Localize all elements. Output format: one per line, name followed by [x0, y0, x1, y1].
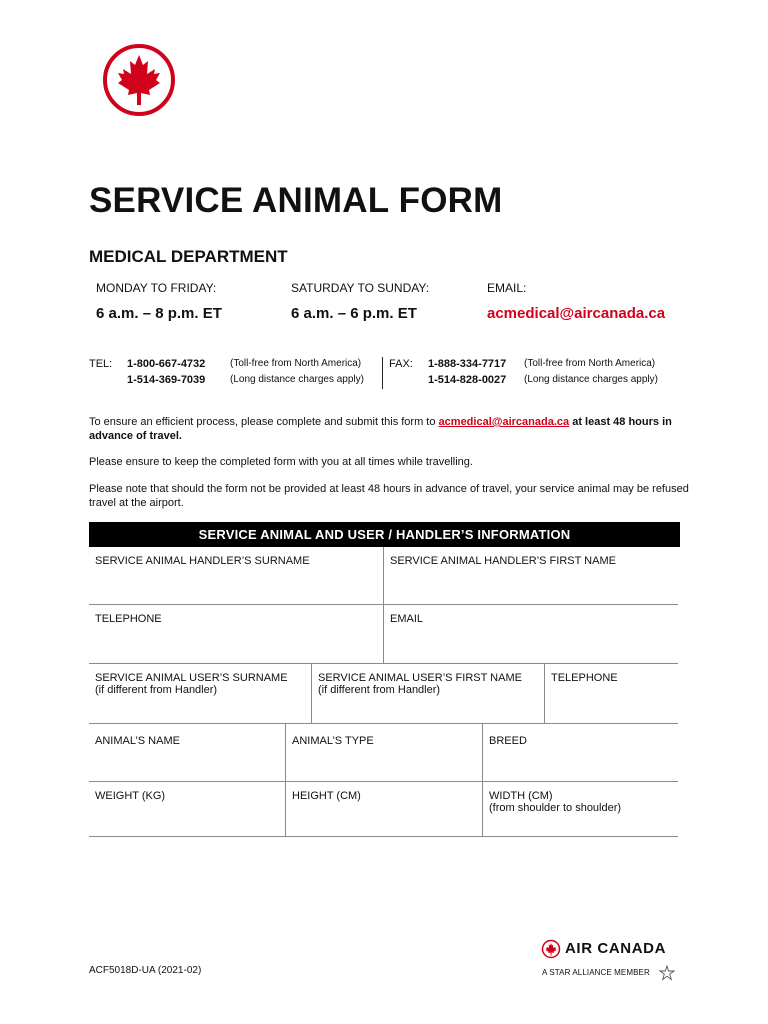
handler-surname-label: SERVICE ANIMAL HANDLER’S SURNAME: [95, 555, 310, 567]
user-telephone-label: TELEPHONE: [551, 672, 618, 684]
form-grid: [89, 547, 678, 837]
email-label: EMAIL:: [487, 281, 527, 295]
weight-field[interactable]: [89, 782, 285, 836]
fax-number-2: 1-514-828-0027: [428, 374, 507, 386]
user-first-name-field[interactable]: [311, 664, 544, 723]
measurement-row: [89, 782, 678, 837]
weekday-hours-label: MONDAY TO FRIDAY:: [96, 281, 217, 295]
tel-note-1: (Toll-free from North America): [230, 358, 362, 369]
handler-contact-row: [89, 605, 678, 664]
user-surname-note: (if different from Handler): [95, 684, 218, 696]
fax-label: FAX:: [389, 358, 413, 370]
fax-note-1: (Toll-free from North America): [524, 358, 656, 369]
department-subtitle: MEDICAL DEPARTMENT: [89, 247, 288, 266]
user-first-name-label: SERVICE ANIMAL USER’S FIRST NAME: [318, 672, 522, 684]
animal-name-field[interactable]: [89, 724, 285, 781]
instruction-paragraph-1: [89, 415, 689, 443]
fax-note-2: (Long distance charges apply): [524, 374, 658, 385]
instruction-1-prefix: To ensure an efficient process, please complete and submit this form to: [89, 416, 439, 428]
instruction-email-link[interactable]: acmedical@aircanada.ca: [438, 416, 570, 428]
email-field-label: EMAIL: [390, 613, 424, 625]
weekend-hours-value: 6 a.m. – 6 p.m. ET: [291, 305, 417, 322]
section-header: SERVICE ANIMAL AND USER / HANDLER’S INFORMATION: [89, 522, 680, 547]
tel-label: TEL:: [89, 358, 113, 370]
email-link[interactable]: acmedical@aircanada.ca: [487, 305, 666, 322]
contact-divider: [382, 357, 383, 389]
form-code: ACF5018D-UA (2021-02): [89, 965, 202, 976]
telephone-field[interactable]: [89, 605, 383, 663]
star-alliance-icon: [659, 965, 675, 981]
animal-type-label: ANIMAL’S TYPE: [292, 735, 374, 747]
user-telephone-field[interactable]: [544, 664, 678, 723]
air-canada-logo: [541, 939, 677, 985]
height-field[interactable]: [285, 782, 482, 836]
brand-tagline: A STAR ALLIANCE MEMBER: [542, 968, 650, 977]
animal-row: [89, 724, 678, 782]
breed-field[interactable]: [482, 724, 678, 781]
width-note: (from shoulder to shoulder): [489, 802, 622, 814]
weight-label: WEIGHT (KG): [95, 790, 166, 802]
breed-label: BREED: [489, 735, 527, 747]
handler-name-row: [89, 547, 678, 605]
user-first-name-note: (if different from Handler): [318, 684, 441, 696]
brand-name: AIR CANADA: [565, 940, 666, 957]
weekday-hours-value: 6 a.m. – 8 p.m. ET: [96, 305, 222, 322]
handler-surname-field[interactable]: [89, 547, 383, 604]
instruction-paragraph-3: Please note that should the form not be provided at least 48 hours in advance of travel, your service animal may be refused travel at the airport.: [89, 483, 689, 509]
telephone-label: TELEPHONE: [95, 613, 162, 625]
tel-note-2: (Long distance charges apply): [230, 374, 364, 385]
instruction-1-suffix: at least 48 hours in advance of travel.: [89, 416, 672, 442]
tel-number-1[interactable]: 1-800-667-4732: [127, 358, 206, 370]
user-surname-label: SERVICE ANIMAL USER’S SURNAME: [95, 672, 288, 684]
width-label: WIDTH (CM): [489, 790, 553, 802]
maple-leaf-small-icon: [541, 939, 561, 959]
maple-leaf-icon: [102, 43, 176, 117]
user-surname-field[interactable]: [89, 664, 311, 723]
animal-type-field[interactable]: [285, 724, 482, 781]
height-label: HEIGHT (CM): [292, 790, 361, 802]
tel-number-2[interactable]: 1-514-369-7039: [127, 374, 206, 386]
instruction-paragraph-2: Please ensure to keep the completed form with you at all times while travelling.: [89, 456, 473, 468]
animal-name-label: ANIMAL’S NAME: [95, 735, 180, 747]
width-field[interactable]: [482, 782, 678, 836]
weekend-hours-label: SATURDAY TO SUNDAY:: [291, 281, 430, 295]
handler-first-name-label: SERVICE ANIMAL HANDLER’S FIRST NAME: [390, 555, 616, 567]
page-title: SERVICE ANIMAL FORM: [89, 181, 503, 220]
handler-first-name-field[interactable]: [383, 547, 678, 604]
email-field[interactable]: [383, 605, 678, 663]
fax-number-1: 1-888-334-7717: [428, 358, 507, 370]
user-row: [89, 664, 678, 724]
